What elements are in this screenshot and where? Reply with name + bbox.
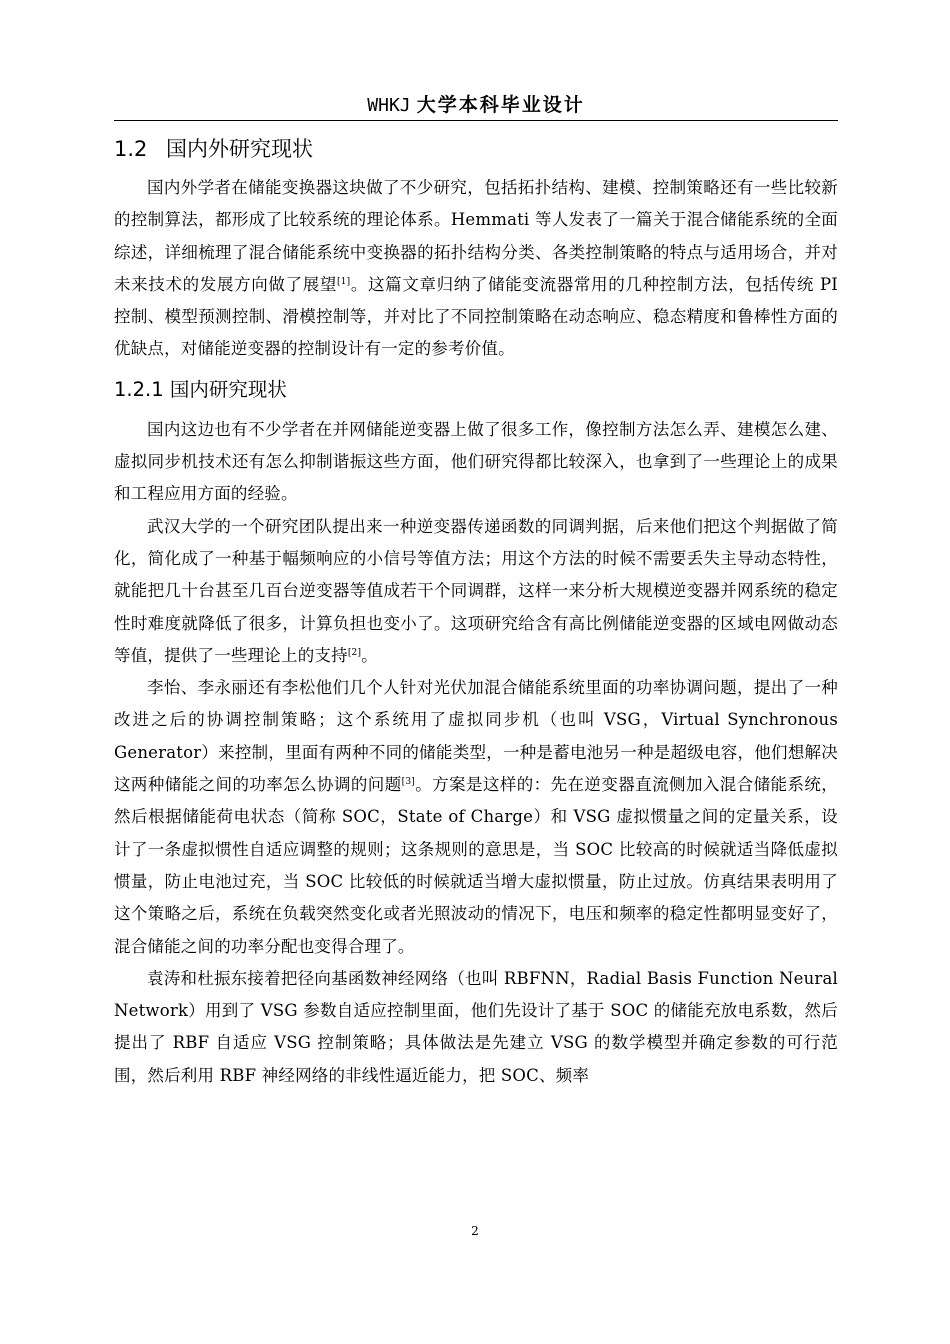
citation-3: [3] — [401, 777, 415, 788]
intro-text-after: 。这篇文章归纳了储能变流器常用的几种控制方法，包括传统 PI 控制、模型预测控制、滑模控制等，并对比了不同控制策略在动态响应、稳态精度和鲁棒性方面的优缺点，对储能逆变器的控制设计有一定的参考价值。 — [114, 274, 838, 359]
paragraph-3-text: 李怡、李永丽还有李松他们几个人针对光伏加混合储能系统里面的功率协调问题，提出了一种改进之后的协调控制策略；这个系统用了虚拟同步机（也叫 VSG，Virtual Synchronous Generator）来控制，里面有两种不同的储能类型，一种是蓄电池另一种是超级电容，他们想解决这两种储能之间的功率怎么协调的问题 — [114, 678, 838, 795]
paragraph-1: 国内这边也有不少学者在并网储能逆变器上做了很多工作，像控制方法怎么弄、建模怎么建、虚拟同步机技术还有怎么抑制谐振这些方面，他们研究得都比较深入，也拿到了一些理论上的成果和工程应用方面的经验。 — [114, 419, 838, 504]
citation-2: [2] — [347, 647, 362, 658]
paragraph-2-text: 武汉大学的一个研究团队提出来一种逆变器传递函数的同调判据，后来他们把这个判据做了简化，简化成了一种基于幅频响应的小信号等值方法；用这个方法的时候不需要丢失主导动态特性，就能把几十台甚至几百台逆变器等值成若干个同调群，这样一来分析大规模逆变器并网系统的稳定性时难度就降低了很多，计算负担也变小了。这项研究给含有高比例储能逆变器的区域电网做动态等值，提供了一些理论上的支持 — [114, 516, 838, 665]
main-content — [114, 130, 838, 1092]
page-number: 2 — [471, 1224, 479, 1238]
section-heading — [114, 130, 838, 168]
section-title: 国内外研究现状 — [166, 137, 313, 161]
citation-1: [1] — [337, 276, 351, 287]
paragraph-4: 袁涛和杜振东接着把径向基函数神经网络（也叫 RBFNN，Radial Basis Function Neural Network）用到了 VSG 参数自适应控制里面，他们先设计了基于 SOC 的储能充放电系数，然后提出了 RBF 自适应 VSG 控制策略；具体做法是先建立 VSG 的数学模型并确定参数的可行范围，然后利用 RBF 神经网络的非线性逼近能力，把 SOC、频率 — [114, 968, 838, 1085]
paragraph-3 — [114, 672, 838, 963]
paragraph-2-text-after: 。 — [361, 645, 378, 665]
intro-text: 国内外学者在储能变换器这块做了不少研究，包括拓扑结构、建模、控制策略还有一些比较新的控制算法，都形成了比较系统的理论体系。Hemmati 等人发表了一篇关于混合储能系统的全面综述，详细梳理了混合储能系统中变换器的拓扑结构分类、各类控制策略的特点与适用场合，并对未来技术的发展方向做了展望 — [114, 178, 838, 294]
page-header — [114, 92, 838, 121]
header-title: 大学本科毕业设计 — [416, 94, 585, 116]
section-number: 1.2 — [114, 137, 148, 161]
paragraph-3-text-after: 。方案是这样的：先在逆变器直流侧加入混合储能系统，然后根据储能荷电状态（简称 SOC，State of Charge）和 VSG 虚拟惯量之间的定量关系，设计了一条虚拟惯性自适应调整的规则；这条规则的意思是，当 SOC 比较高的时候就适当降低虚拟惯量，防止电池过充，当 SOC 比较低的时候就适当增大虚拟惯量，防止过放。仿真结果表明用了这个策略之后，系统在负载突然变化或者光照波动的情况下，电压和频率的稳定性都明显变好了，混合储能之间的功率分配也变得合理了。 — [114, 775, 838, 956]
paragraph-2 — [114, 511, 838, 672]
intro-paragraph — [114, 172, 838, 366]
header-school-code: WHKJ — [367, 95, 411, 116]
subsection-heading: 1.2.1 国内研究现状 — [114, 377, 287, 401]
